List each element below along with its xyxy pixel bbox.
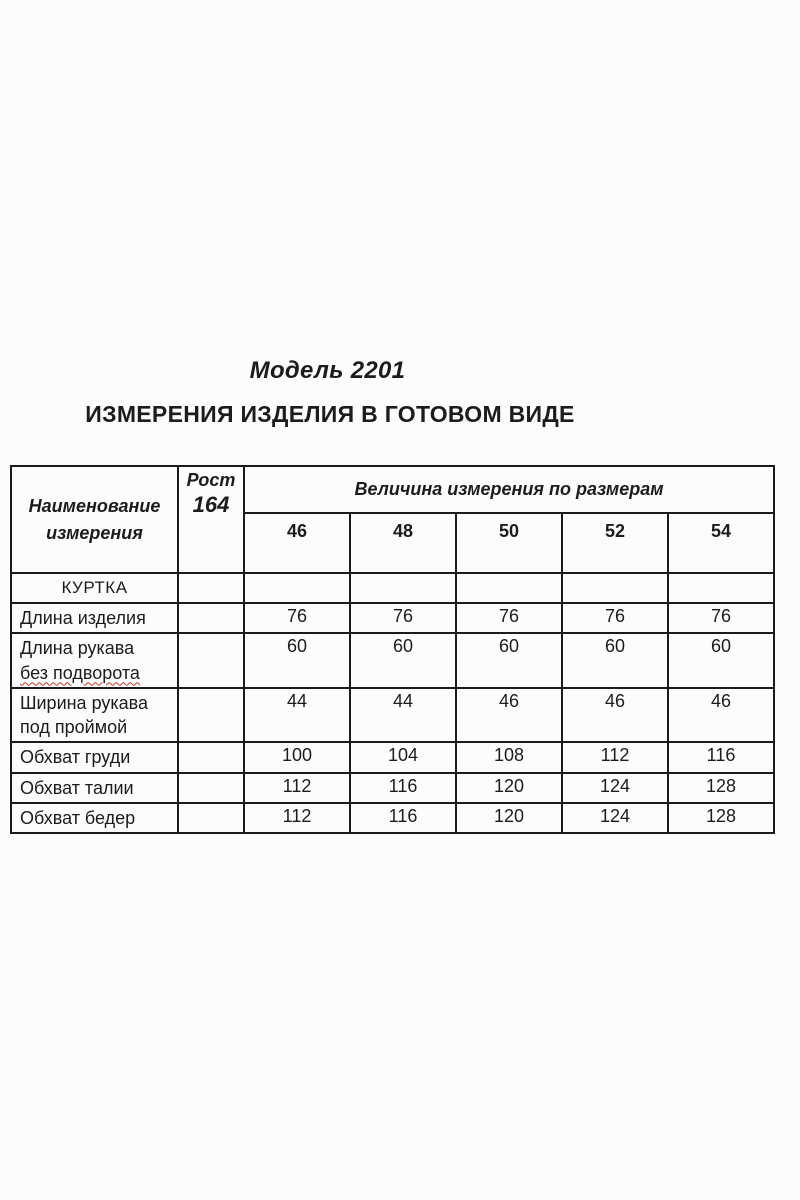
row-value: 44 [350, 688, 456, 743]
sizes-span-header-cell: Величина измерения по размерам [244, 466, 774, 513]
size-header-52: 52 [562, 513, 668, 573]
empty-cell [178, 688, 244, 743]
height-value: 164 [192, 491, 230, 517]
table-header-row-1 [11, 466, 774, 513]
row-value: 60 [244, 633, 350, 688]
row-value: 120 [456, 773, 562, 803]
empty-cell [350, 573, 456, 603]
row-value: 46 [562, 688, 668, 743]
empty-cell [178, 803, 244, 833]
section-row [11, 573, 774, 603]
row-label: Длина изделия [11, 603, 178, 633]
row-label: Обхват груди [11, 742, 178, 772]
misspelled-text: без подворота [20, 662, 140, 683]
height-label: Рост [186, 470, 236, 490]
row-label: Обхват бедер [11, 803, 178, 833]
table-row [11, 803, 774, 833]
size-table [10, 465, 775, 834]
row-value: 76 [562, 603, 668, 633]
row-value: 76 [244, 603, 350, 633]
empty-cell [178, 773, 244, 803]
empty-cell [178, 742, 244, 772]
table-row [11, 773, 774, 803]
table-row [11, 633, 774, 688]
row-value: 112 [562, 742, 668, 772]
row-value: 116 [668, 742, 774, 772]
row-value: 120 [456, 803, 562, 833]
empty-cell [562, 573, 668, 603]
row-label: Длина рукава без подворота [11, 633, 178, 688]
size-header-54: 54 [668, 513, 774, 573]
row-value: 112 [244, 773, 350, 803]
row-value: 124 [562, 803, 668, 833]
row-value: 76 [350, 603, 456, 633]
row-label: Обхват талии [11, 773, 178, 803]
row-value: 128 [668, 773, 774, 803]
row-value: 76 [456, 603, 562, 633]
row-value: 60 [456, 633, 562, 688]
row-value: 124 [562, 773, 668, 803]
row-value: 46 [668, 688, 774, 743]
table-row [11, 603, 774, 633]
name-header-cell: Наименование измерения [11, 466, 178, 573]
row-value: 76 [668, 603, 774, 633]
measurements-title: ИЗМЕРЕНИЯ ИЗДЕЛИЯ В ГОТОВОМ ВИДЕ [85, 401, 575, 427]
size-header-48: 48 [350, 513, 456, 573]
row-value: 112 [244, 803, 350, 833]
size-header-46: 46 [244, 513, 350, 573]
empty-cell [178, 633, 244, 688]
row-value: 60 [668, 633, 774, 688]
row-value: 60 [350, 633, 456, 688]
table-row [11, 742, 774, 772]
row-value: 60 [562, 633, 668, 688]
empty-cell [244, 573, 350, 603]
empty-cell [178, 603, 244, 633]
empty-cell [668, 573, 774, 603]
height-header-cell [178, 466, 244, 573]
empty-cell [178, 573, 244, 603]
model-title: Модель 2201 [249, 357, 406, 384]
row-value: 108 [456, 742, 562, 772]
row-label: Ширина рукава под проймой [11, 688, 178, 743]
empty-cell [456, 573, 562, 603]
row-value: 104 [350, 742, 456, 772]
row-value: 116 [350, 803, 456, 833]
row-value: 100 [244, 742, 350, 772]
row-value: 44 [244, 688, 350, 743]
table-row [11, 688, 774, 743]
row-value: 116 [350, 773, 456, 803]
row-value: 46 [456, 688, 562, 743]
section-label: КУРТКА [11, 573, 178, 603]
size-header-50: 50 [456, 513, 562, 573]
row-value: 128 [668, 803, 774, 833]
